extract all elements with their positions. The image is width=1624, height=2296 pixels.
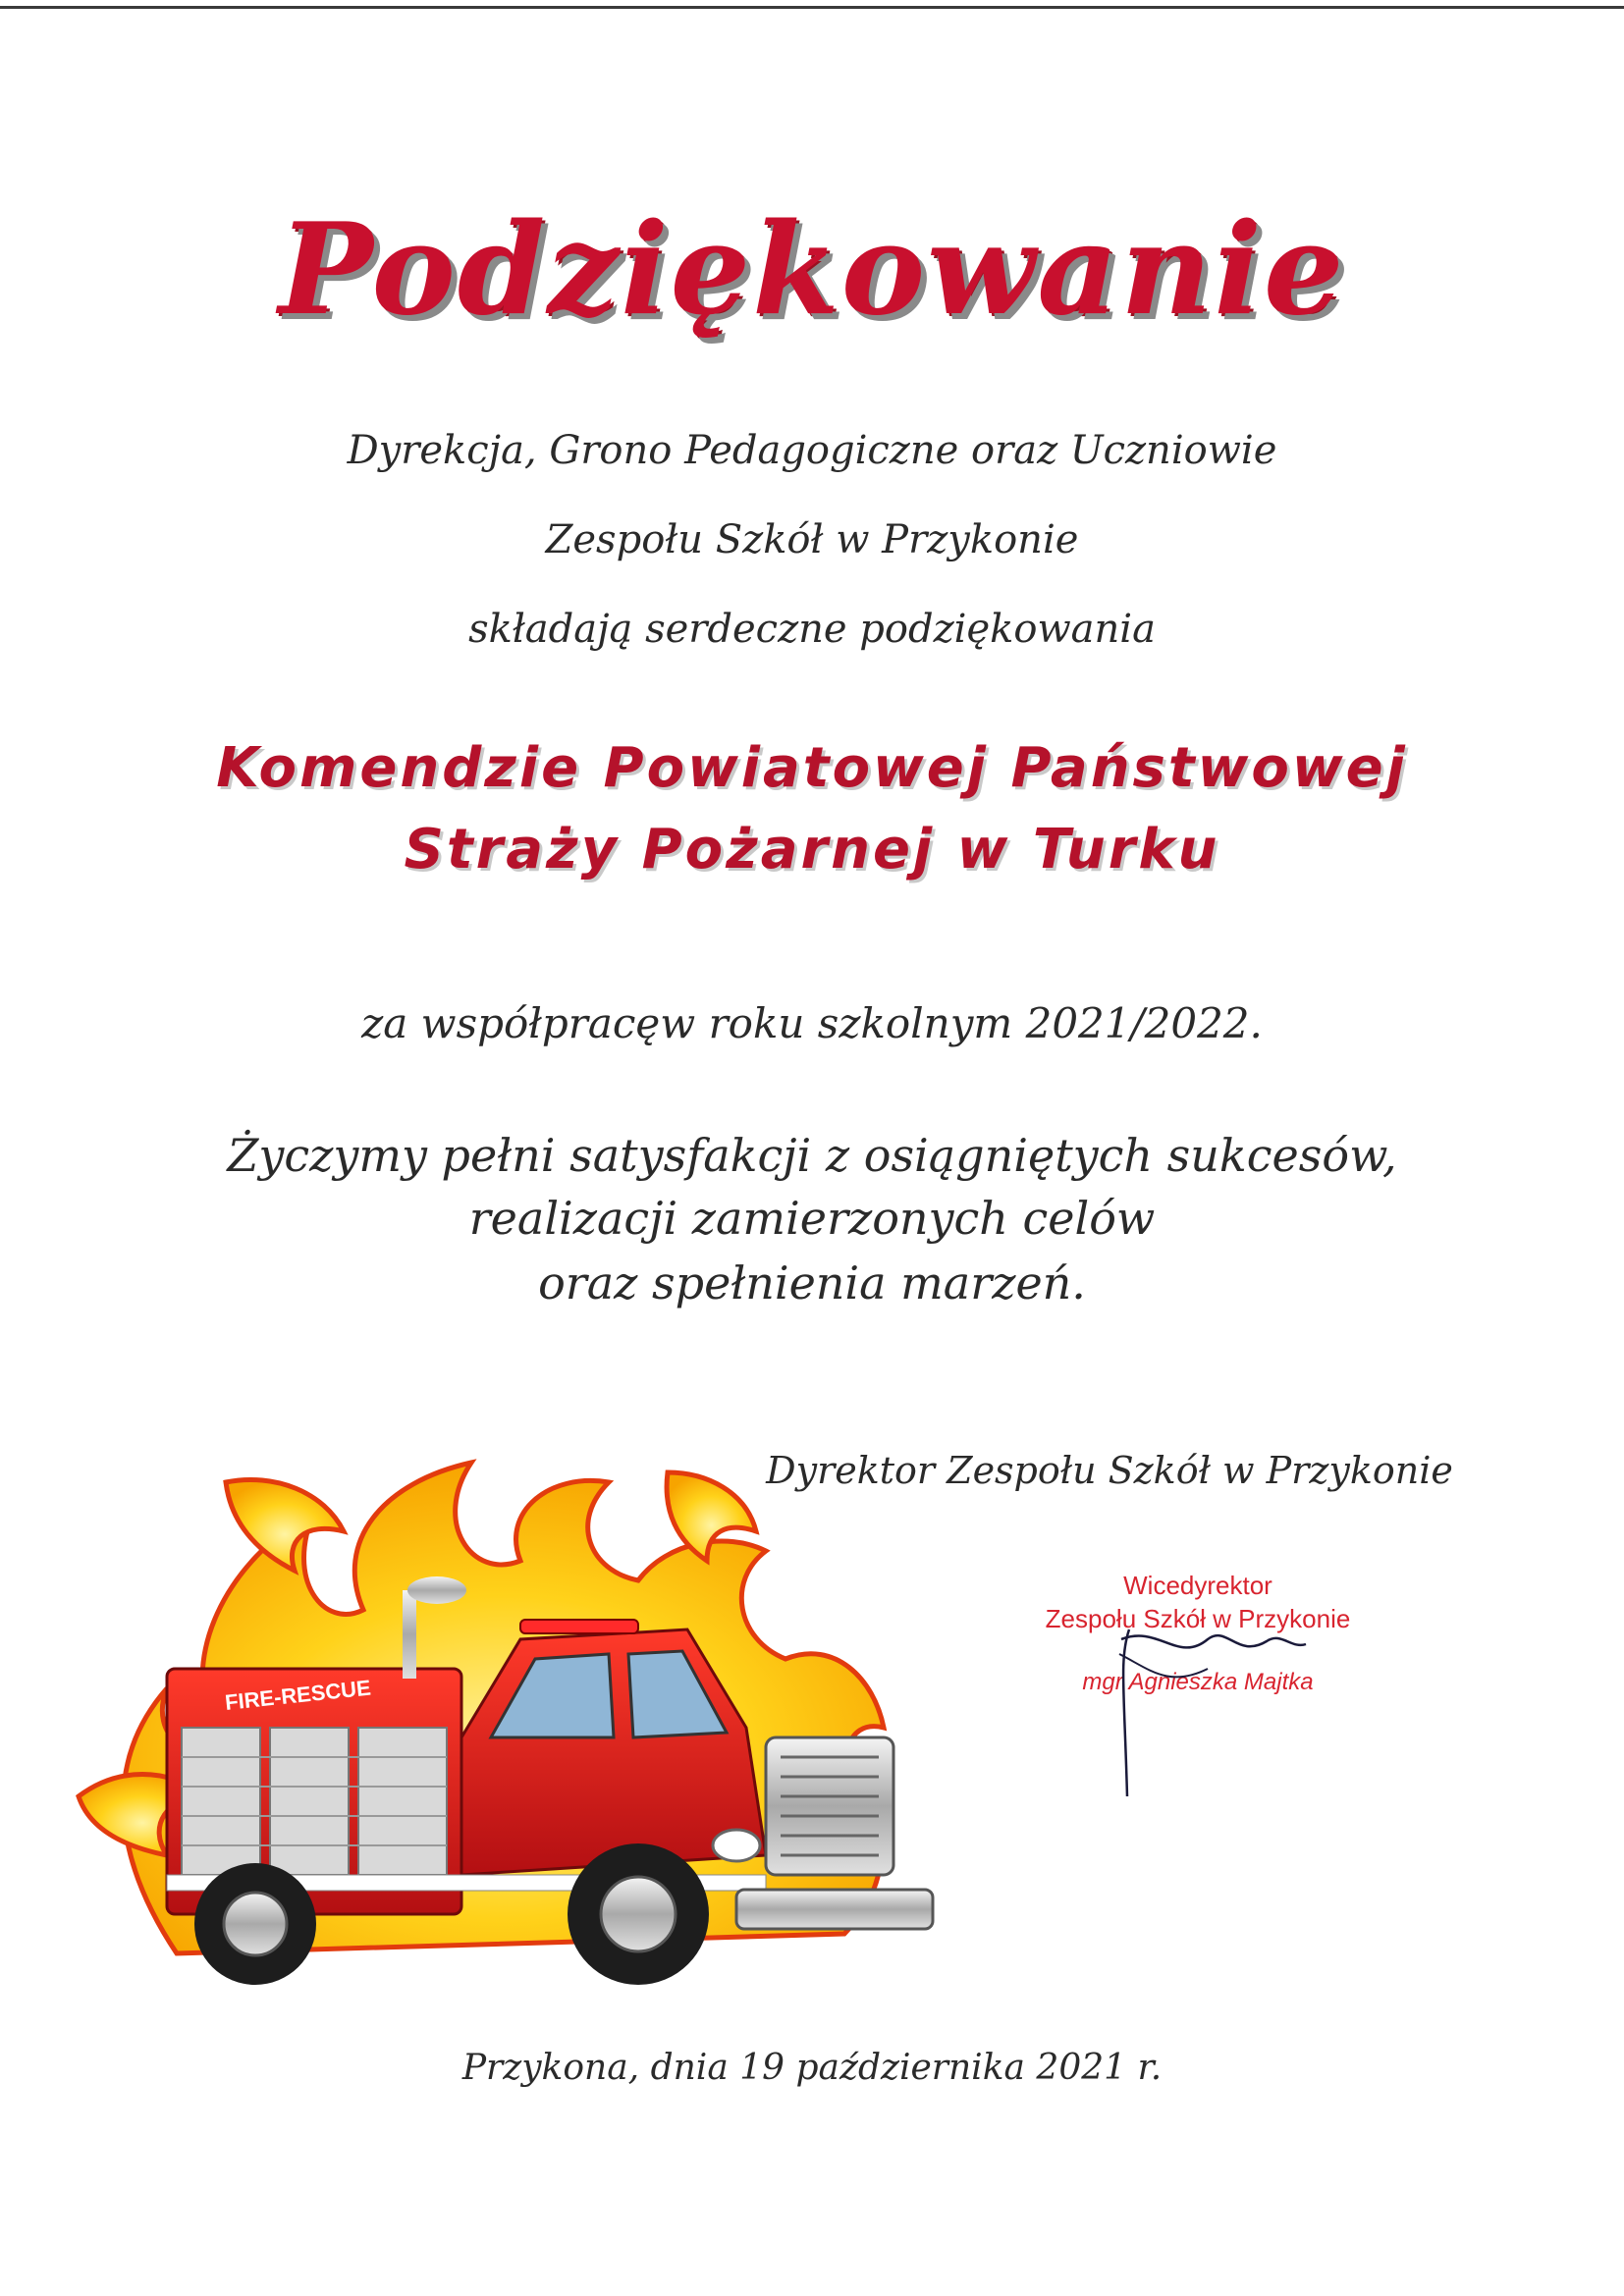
intro-line-2: Zespołu Szkół w Przykonie [545,517,1079,562]
recipient-line-2: Straży Pożarnej w Turku [404,818,1220,881]
wishes-line-2: realizacji zamierzonych celów [468,1192,1156,1245]
wishes-line-1: Życzymy pełni satysfakcji z osiągniętych sukcesów, [227,1129,1397,1182]
stamp-line-1: Wicedyrektor [1123,1571,1272,1600]
director-label: Dyrektor Zespołu Szkół w Przykonie [766,1449,1453,1492]
document-date: Przykona, dnia 19 października 2021 r. [461,2048,1163,2088]
intro-line-1: Dyrekcja, Grono Pedagogiczne oraz Uczniowie [347,428,1277,473]
truck-label: FIRE-RESCUE [223,1675,372,1715]
intro-line-3: składają serdeczne podziękowania [468,607,1156,652]
stamp-line-2: Zespołu Szkół w Przykonie [1045,1604,1351,1633]
handwritten-signature [1011,1571,1384,1796]
recipient-line-1: Komendzie Powiatowej Państwowej [216,736,1408,800]
cooperation-line: za współpracęw roku szkolnym 2021/2022. [361,999,1263,1047]
top-border-line [0,6,1624,9]
official-stamp [1011,1571,1384,1796]
stamp-line-3: mgr Agnieszka Majtka [1082,1669,1314,1695]
wishes-line-3: oraz spełnienia marzeń. [538,1256,1086,1309]
fire-truck-flames-illustration [59,1443,1001,1993]
document-title: Podziękowanie [278,196,1346,344]
